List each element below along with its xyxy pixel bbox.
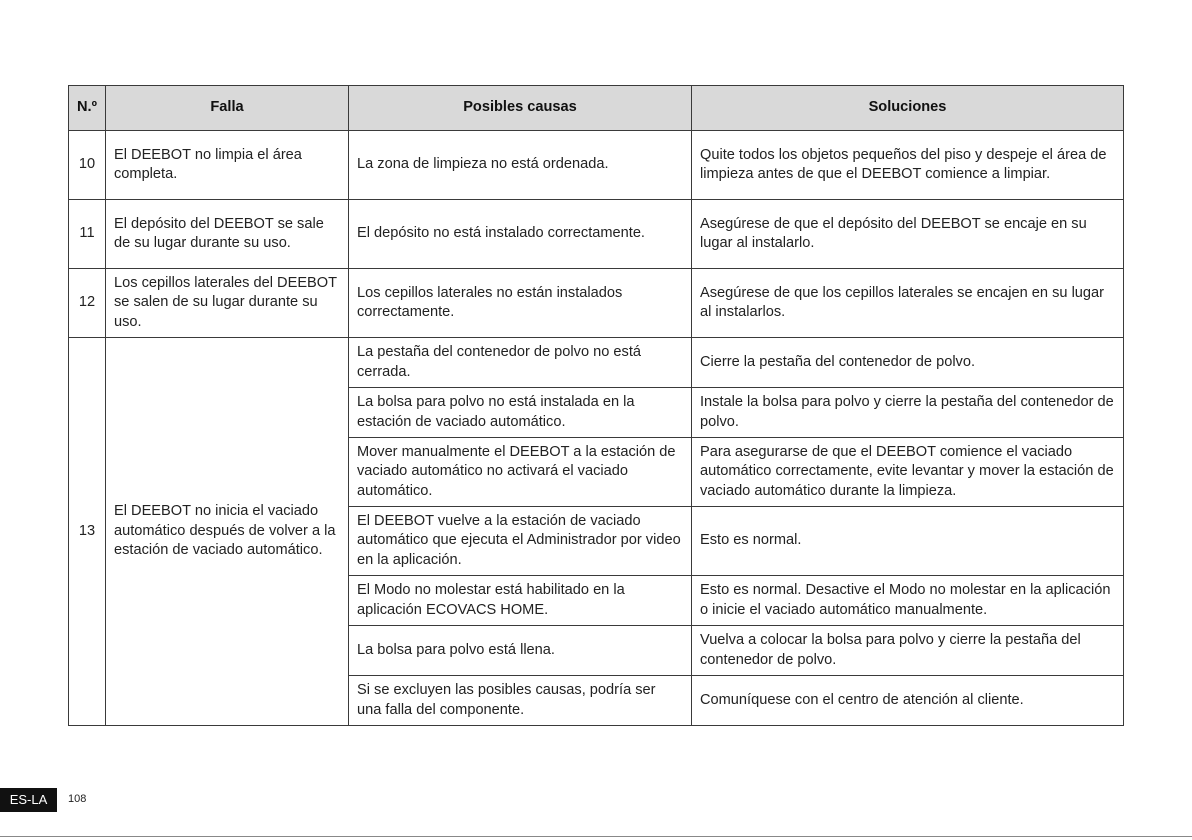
row-fault: El DEEBOT no limpia el área completa. (106, 131, 349, 200)
page-number: 108 (68, 793, 87, 805)
row-solution: Asegúrese de que los cepillos laterales se encajen en su lugar al instalarlos. (692, 269, 1124, 338)
row-fault: Los cepillos laterales del DEEBOT se salen de su lugar durante su uso. (106, 269, 349, 338)
row-solution: Esto es normal. Desactive el Modo no molestar en la aplicación o inicie el vaciado automático manualmente. (692, 576, 1124, 626)
row-number: 13 (69, 338, 106, 726)
table-header-row (69, 86, 1124, 131)
row-solution: Comuníquese con el centro de atención al cliente. (692, 676, 1124, 726)
header-solutions: Soluciones (692, 86, 1124, 131)
header-causes: Posibles causas (349, 86, 692, 131)
row-cause: La bolsa para polvo está llena. (349, 626, 692, 676)
row-cause: El Modo no molestar está habilitado en la aplicación ECOVACS HOME. (349, 576, 692, 626)
row-cause: La zona de limpieza no está ordenada. (349, 131, 692, 200)
bottom-divider (0, 836, 1192, 837)
troubleshooting-table (68, 85, 1124, 726)
row-solution: Vuelva a colocar la bolsa para polvo y cierre la pestaña del contenedor de polvo. (692, 626, 1124, 676)
header-number: N.º (69, 86, 106, 131)
row-cause: Mover manualmente el DEEBOT a la estación de vaciado automático no activará el vaciado automático. (349, 438, 692, 507)
row-solution: Para asegurarse de que el DEEBOT comience el vaciado automático correctamente, evite levantar y mover la estación de vaciado automático durante la limpieza. (692, 438, 1124, 507)
row-solution: Esto es normal. (692, 507, 1124, 576)
row-solution: Instale la bolsa para polvo y cierre la pestaña del contenedor de polvo. (692, 388, 1124, 438)
row-solution: Asegúrese de que el depósito del DEEBOT se encaje en su lugar al instalarlo. (692, 200, 1124, 269)
row-cause: La pestaña del contenedor de polvo no está cerrada. (349, 338, 692, 388)
row-cause: Los cepillos laterales no están instalados correctamente. (349, 269, 692, 338)
row-cause: El depósito no está instalado correctamente. (349, 200, 692, 269)
row-number: 11 (69, 200, 106, 269)
row-cause: La bolsa para polvo no está instalada en la estación de vaciado automático. (349, 388, 692, 438)
row-number: 10 (69, 131, 106, 200)
table-row (69, 338, 1124, 388)
header-fault: Falla (106, 86, 349, 131)
row-fault: El DEEBOT no inicia el vaciado automático después de volver a la estación de vaciado automático. (106, 338, 349, 726)
row-fault: El depósito del DEEBOT se sale de su lugar durante su uso. (106, 200, 349, 269)
row-cause: Si se excluyen las posibles causas, podría ser una falla del componente. (349, 676, 692, 726)
row-solution: Cierre la pestaña del contenedor de polvo. (692, 338, 1124, 388)
row-number: 12 (69, 269, 106, 338)
language-tag: ES-LA (0, 788, 57, 812)
table-row (69, 131, 1124, 200)
table-row (69, 200, 1124, 269)
row-solution: Quite todos los objetos pequeños del piso y despeje el área de limpieza antes de que el DEEBOT comience a limpiar. (692, 131, 1124, 200)
table-row (69, 269, 1124, 338)
row-cause: El DEEBOT vuelve a la estación de vaciado automático que ejecuta el Administrador por video en la aplicación. (349, 507, 692, 576)
